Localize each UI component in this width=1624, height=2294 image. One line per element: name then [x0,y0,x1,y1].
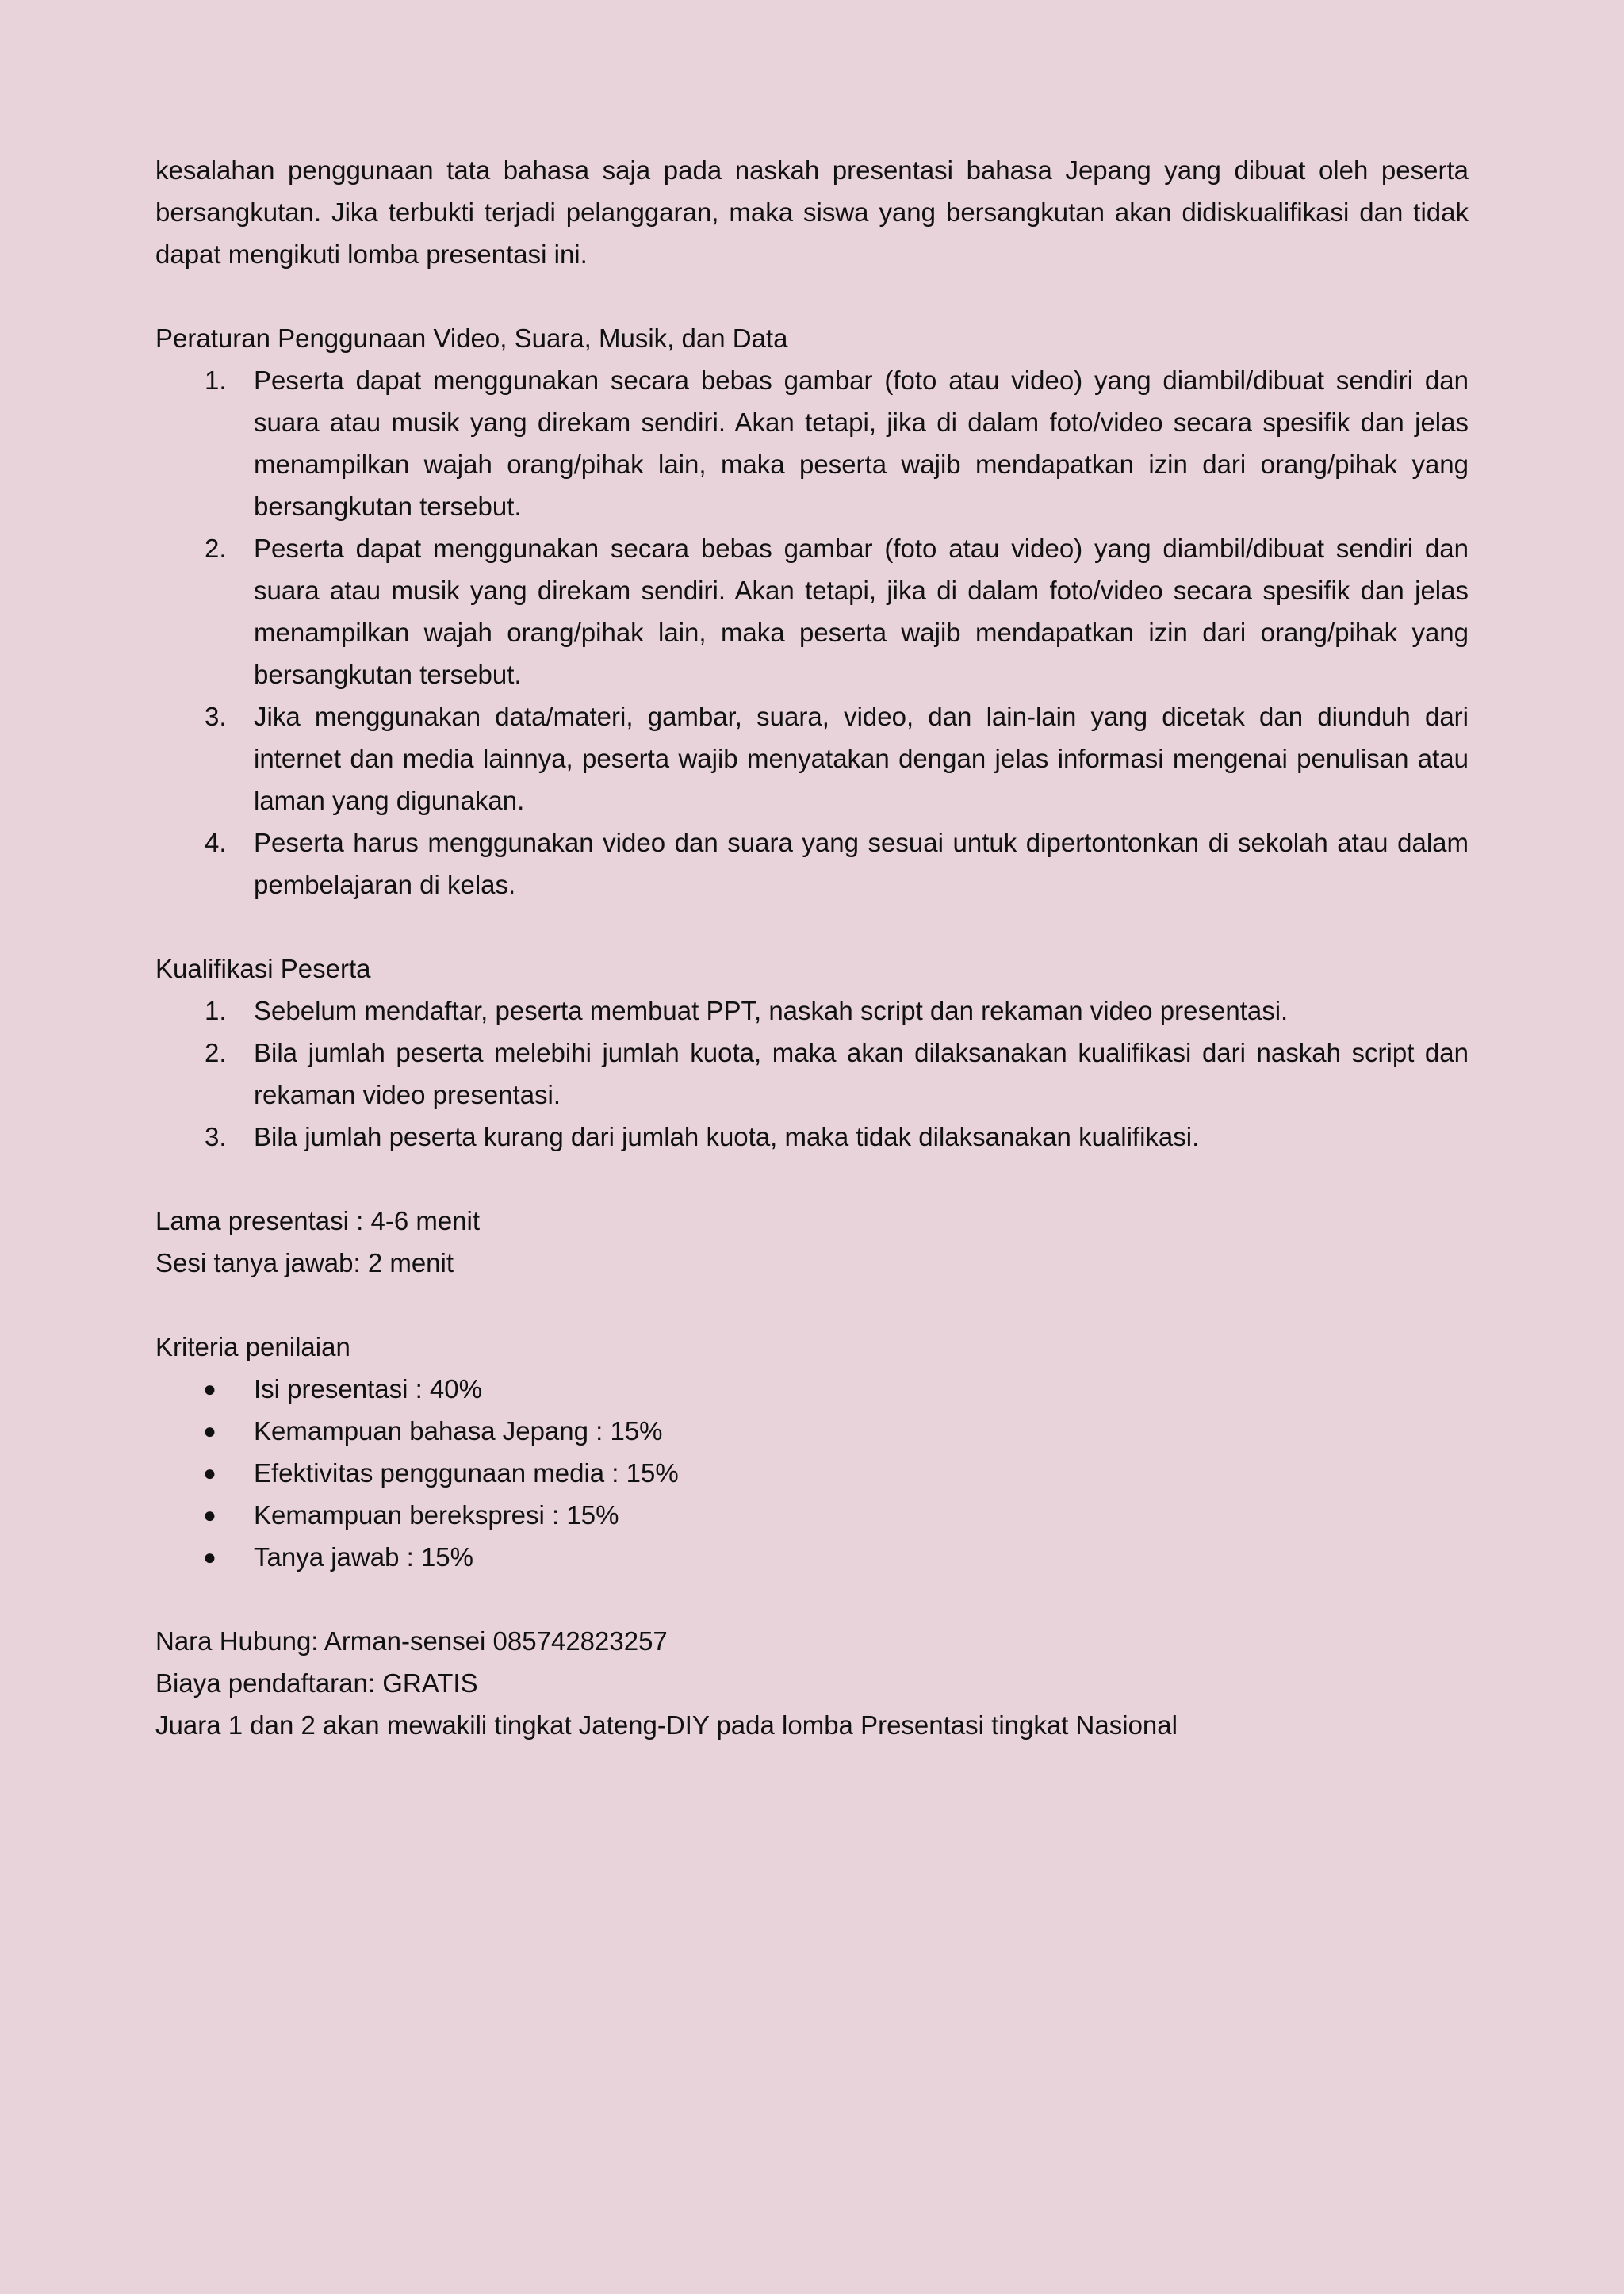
registration-fee: Biaya pendaftaran: GRATIS [155,1668,478,1698]
list-item [155,821,1469,906]
list-item-text: Efektivitas penggunaan media : 15% [254,1458,679,1488]
media-rules-heading: Peraturan Penggunaan Video, Suara, Musik, dan Data [155,324,788,353]
list-item-text: Peserta dapat menggunakan secara bebas gambar (foto atau video) yang diambil/dibuat sendiri dan suara atau musik yang direkam sendiri. Akan tetapi, jika di dalam foto/video secara spesifik dan jelas menampilkan wajah orang/pihak lain, maka peserta wajib mendapatkan izin dari orang/pihak yang bersangkutan tersebut. [254,366,1469,521]
list-item [155,1494,1469,1536]
list-item-text: Sebelum mendaftar, peserta membuat PPT, naskah script dan rekaman video presentasi. [254,996,1289,1025]
bullet-icon: ● [203,1545,216,1569]
footer-section [155,1620,1469,1746]
list-number: 1. [205,366,227,395]
criteria-list [155,1368,1469,1578]
qualification-list [155,990,1469,1158]
intro-continuation-paragraph: kesalahan penggunaan tata bahasa saja pada naskah presentasi bahasa Jepang yang dibuat oleh peserta bersangkutan. Jika terbukti terjadi pelanggaran, maka siswa yang bersangkutan akan didiskualifikasi dan tidak dapat mengikuti lomba presentasi ini. [155,155,1469,269]
list-item [155,527,1469,695]
qualification-section [155,948,1469,1158]
list-number: 2. [205,534,227,563]
list-item [155,1032,1469,1116]
list-number: 3. [205,702,227,731]
timing-section [155,1200,1469,1284]
list-item-text: Kemampuan berekspresi : 15% [254,1500,619,1530]
qualification-heading: Kualifikasi Peserta [155,954,371,983]
media-rules-list [155,359,1469,906]
list-item [155,359,1469,527]
bullet-icon: ● [203,1461,216,1485]
list-item [155,1536,1469,1578]
criteria-section [155,1326,1469,1578]
list-item-text: Isi presentasi : 40% [254,1374,482,1404]
list-item-text: Kemampuan bahasa Jepang : 15% [254,1416,663,1446]
list-item-text: Bila jumlah peserta kurang dari jumlah kuota, maka tidak dilaksanakan kualifikasi. [254,1122,1200,1151]
winner-note: Juara 1 dan 2 akan mewakili tingkat Jateng-DIY pada lomba Presentasi tingkat Nasional [155,1710,1178,1740]
list-item-text: Jika menggunakan data/materi, gambar, suara, video, dan lain-lain yang dicetak dan diunduh dari internet dan media lainnya, peserta wajib menyatakan dengan jelas informasi mengenai penulisan atau laman yang digunakan. [254,702,1469,815]
list-item-text: Bila jumlah peserta melebihi jumlah kuota, maka akan dilaksanakan kualifikasi dari naskah script dan rekaman video presentasi. [254,1038,1469,1109]
list-number: 2. [205,1038,227,1067]
list-item-text: Peserta dapat menggunakan secara bebas gambar (foto atau video) yang diambil/dibuat sendiri dan suara atau musik yang direkam sendiri. Akan tetapi, jika di dalam foto/video secara spesifik dan jelas menampilkan wajah orang/pihak lain, maka peserta wajib mendapatkan izin dari orang/pihak yang bersangkutan tersebut. [254,534,1469,689]
list-item-text: Peserta harus menggunakan video dan suara yang sesuai untuk dipertontonkan di sekolah atau dalam pembelajaran di kelas. [254,828,1469,899]
list-number: 3. [205,1122,227,1151]
criteria-heading: Kriteria penilaian [155,1332,350,1361]
list-item [155,1410,1469,1452]
list-number: 4. [205,828,227,857]
list-number: 1. [205,996,227,1025]
qa-session-duration: Sesi tanya jawab: 2 menit [155,1248,454,1277]
media-rules-section [155,317,1469,906]
list-item [155,1452,1469,1494]
list-item [155,1368,1469,1410]
list-item-text: Tanya jawab : 15% [254,1542,474,1572]
list-item [155,990,1469,1032]
bullet-icon: ● [203,1503,216,1527]
contact-person: Nara Hubung: Arman-sensei 085742823257 [155,1626,668,1656]
bullet-icon: ● [203,1419,216,1443]
list-item [155,1116,1469,1158]
list-item [155,695,1469,821]
presentation-duration: Lama presentasi : 4-6 menit [155,1206,481,1235]
bullet-icon: ● [203,1377,216,1401]
